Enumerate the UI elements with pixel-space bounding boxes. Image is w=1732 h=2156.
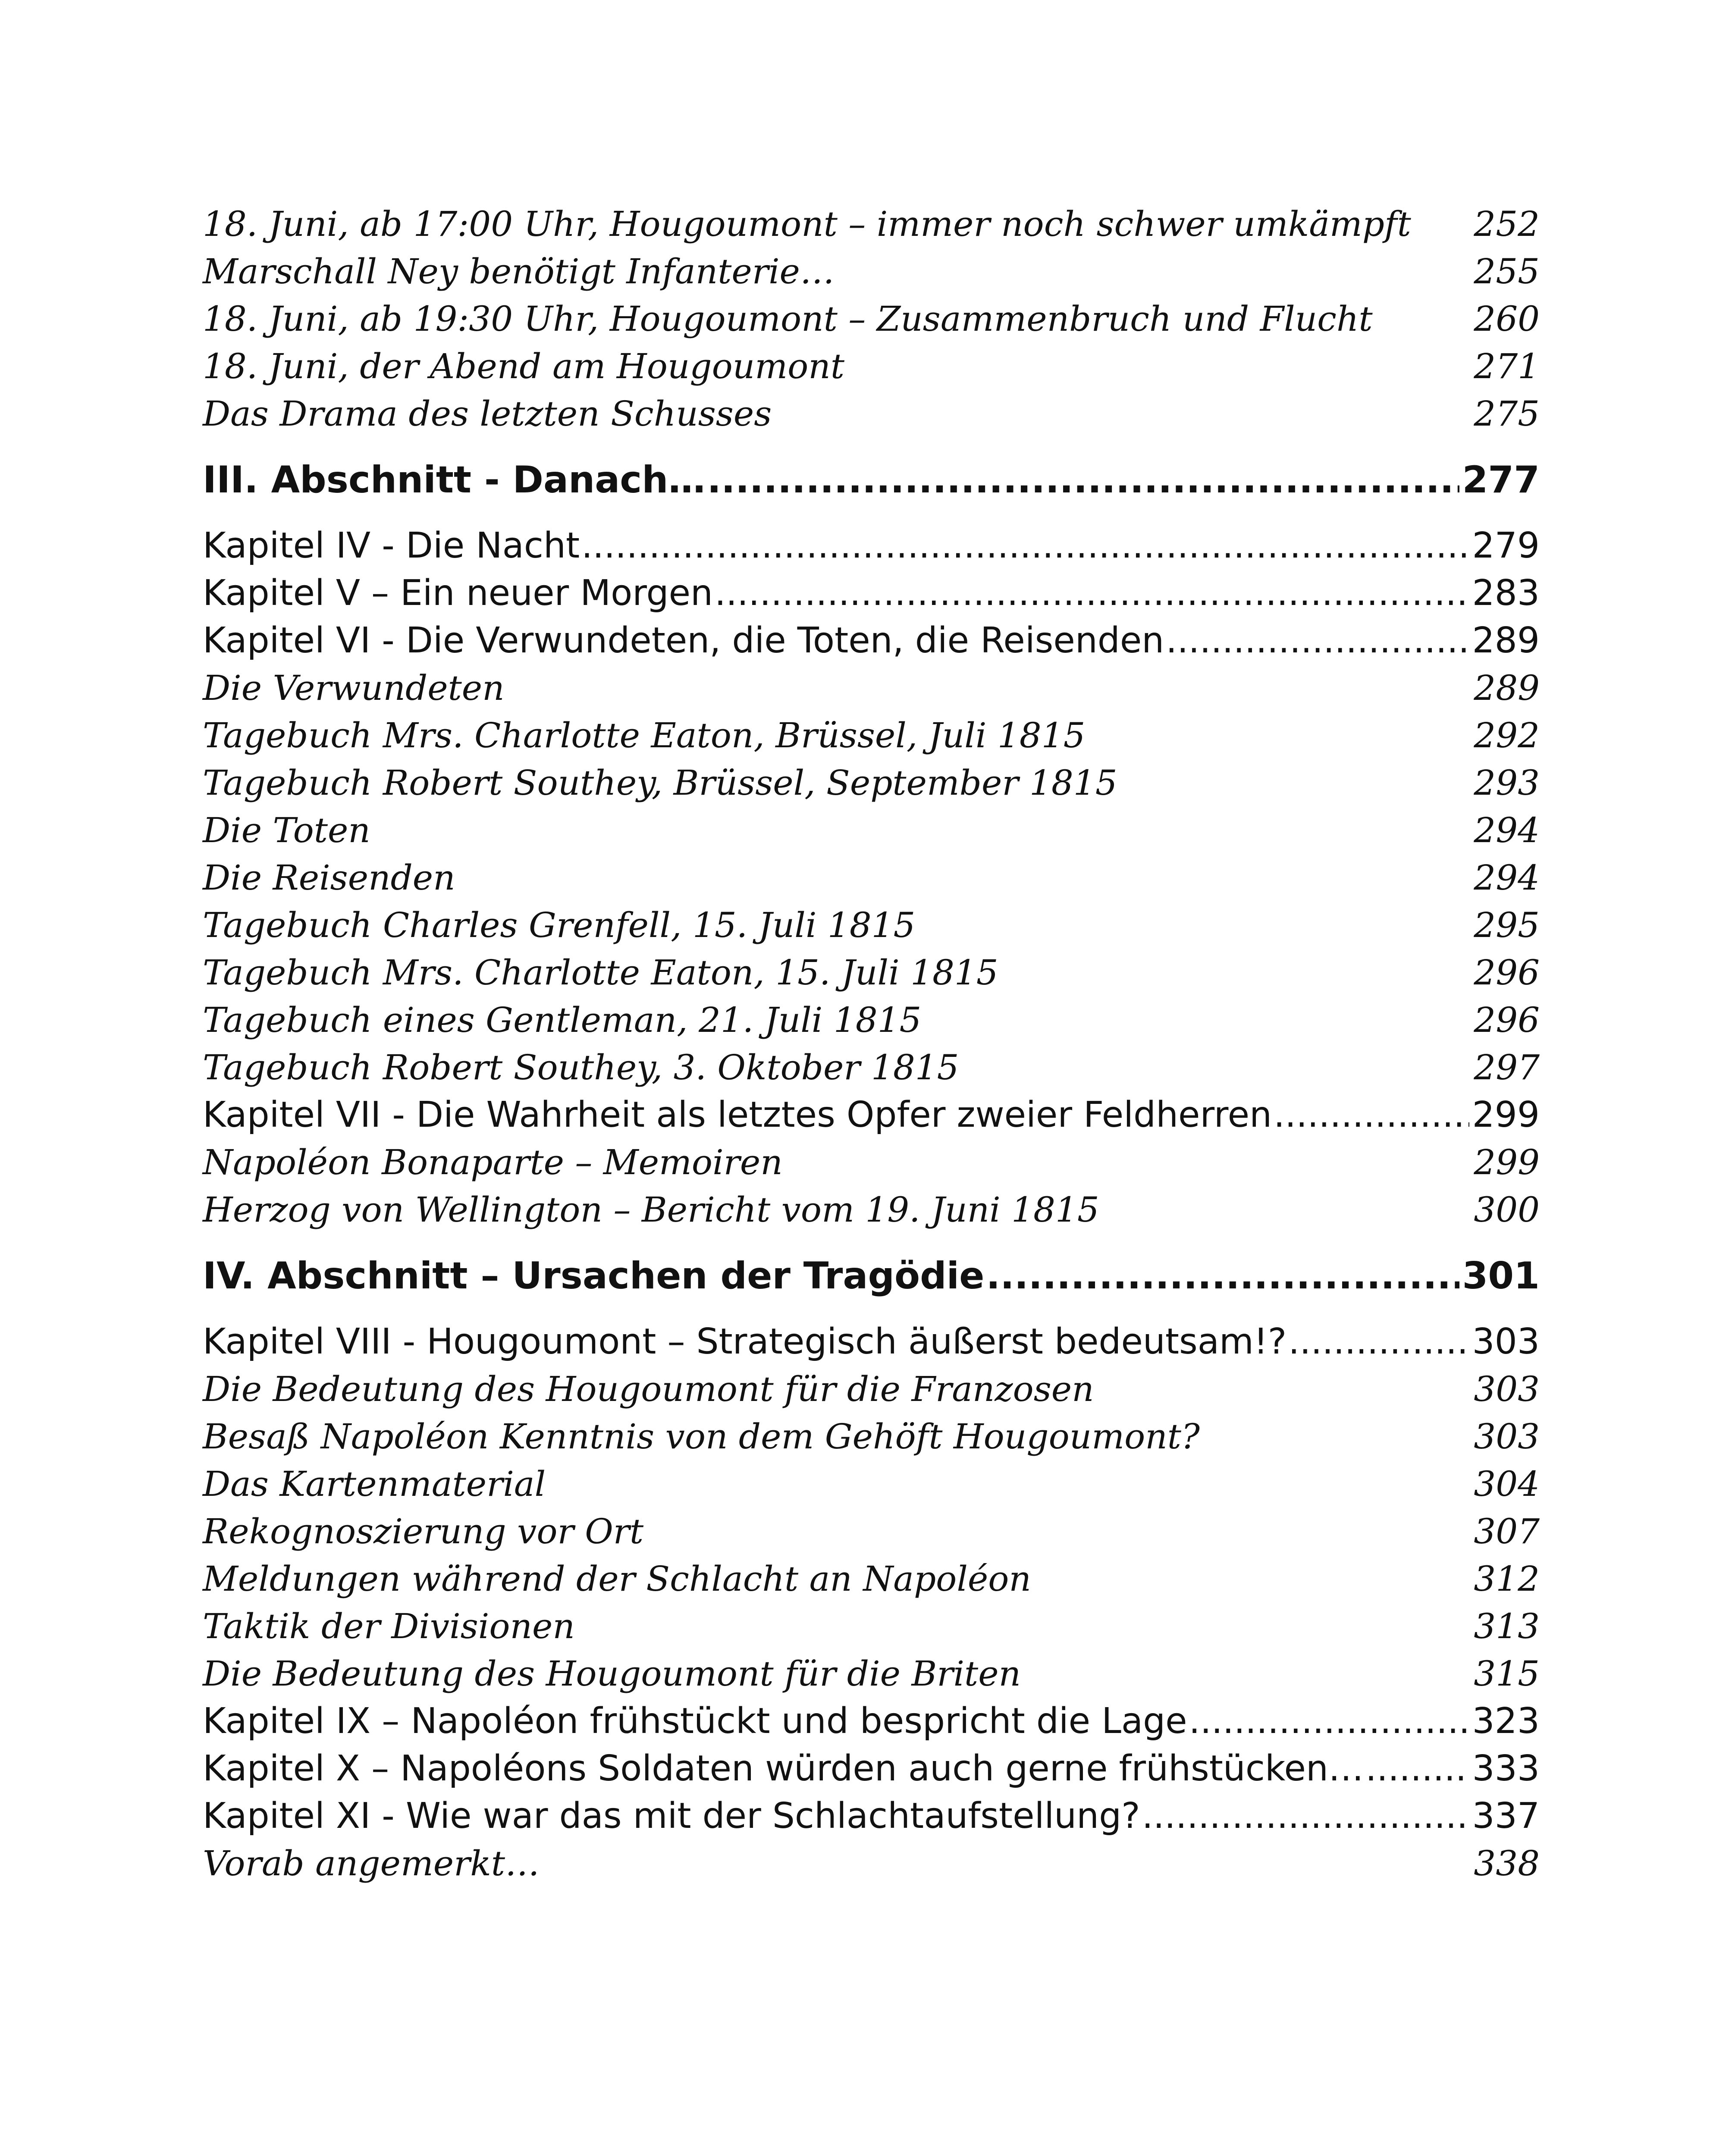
toc-section-heading	[203, 1246, 1540, 1306]
toc-entry-title: 18. Juni, ab 19:30 Uhr, Hougoumont – Zusammenbruch und Flucht	[203, 299, 1373, 339]
toc-page-number: 289	[1474, 668, 1540, 708]
toc-entry-title: Taktik der Divisionen	[203, 1606, 575, 1646]
toc-entry-title: Kapitel XI - Wie war das mit der Schlachtaufstellung?	[203, 1796, 1140, 1836]
toc-chapter-entry	[203, 1698, 1540, 1745]
toc-subentry	[203, 1840, 1540, 1887]
toc-page-number: 301	[1462, 1254, 1540, 1297]
toc-entry-title: Napoléon Bonaparte – Memoiren	[203, 1142, 783, 1182]
toc-dot-leader	[986, 1246, 1459, 1306]
toc-subentry	[203, 1186, 1540, 1234]
toc-entry-title: Vorab angemerkt…	[203, 1843, 540, 1883]
toc-entry-title: Meldungen während der Schlacht an Napoléon	[203, 1559, 1031, 1599]
toc-dot-leader	[1365, 1745, 1470, 1792]
toc-page-number: 299	[1472, 1094, 1540, 1135]
toc-subentry	[203, 201, 1540, 248]
toc-entry-title: Kapitel IX – Napoléon frühstückt und bespricht die Lage	[203, 1701, 1187, 1742]
toc-entry-title: Tagebuch eines Gentleman, 21. Juli 1815	[203, 1000, 922, 1040]
toc-subentry	[203, 1555, 1540, 1603]
toc-subentry	[203, 949, 1540, 997]
toc-subentry	[203, 1413, 1540, 1460]
toc-entry-title: Herzog von Wellington – Bericht vom 19. Juni 1815	[203, 1190, 1099, 1230]
toc-subentry	[203, 1508, 1540, 1555]
toc-page-number: 303	[1474, 1416, 1540, 1457]
toc-entry-title: Die Reisenden	[203, 858, 455, 898]
toc-page-number: 255	[1474, 251, 1540, 291]
table-of-contents	[203, 201, 1540, 1887]
toc-chapter-entry	[203, 1091, 1540, 1139]
toc-subentry	[203, 1603, 1540, 1650]
toc-chapter-entry	[203, 1792, 1540, 1840]
toc-chapter-entry	[203, 1318, 1540, 1366]
toc-dot-leader	[715, 570, 1469, 617]
toc-entry-title: Kapitel VII - Die Wahrheit als letztes Opfer zweier Feldherren	[203, 1094, 1272, 1135]
toc-page-number: 292	[1474, 715, 1540, 755]
toc-chapter-entry	[203, 1745, 1540, 1792]
toc-entry-title: Marschall Ney benötigt Infanterie…	[203, 251, 835, 291]
toc-chapter-entry	[203, 522, 1540, 570]
toc-subentry	[203, 1044, 1540, 1091]
toc-entry-title: Kapitel X – Napoléons Soldaten würden auch gerne frühstücken…	[203, 1748, 1364, 1789]
toc-page-number: 313	[1474, 1606, 1540, 1646]
toc-entry-title: Kapitel VIII - Hougoumont – Strategisch äußerst bedeutsam!?	[203, 1321, 1287, 1362]
toc-subentry	[203, 759, 1540, 807]
toc-entry-title: Das Drama des letzten Schusses	[203, 394, 772, 434]
toc-page-number: 303	[1472, 1321, 1540, 1362]
toc-page-number: 271	[1474, 346, 1540, 386]
toc-page-number: 289	[1472, 620, 1540, 661]
toc-page-number: 277	[1462, 458, 1540, 501]
toc-subentry	[203, 343, 1540, 390]
toc-subentry	[203, 1139, 1540, 1186]
toc-dot-leader	[1274, 1091, 1469, 1139]
toc-page-number: 338	[1474, 1843, 1540, 1883]
toc-entry-title: IV. Abschnitt – Ursachen der Tragödie	[203, 1254, 985, 1297]
toc-entry-title: Tagebuch Robert Southey, 3. Oktober 1815	[203, 1047, 959, 1087]
toc-page-number: 337	[1472, 1796, 1540, 1836]
toc-subentry	[203, 248, 1540, 295]
toc-page-number: 294	[1474, 858, 1540, 898]
toc-entry-title: Tagebuch Charles Grenfell, 15. Juli 1815	[203, 905, 916, 945]
toc-subentry	[203, 295, 1540, 343]
toc-entry-title: Die Verwundeten	[203, 668, 505, 708]
toc-subentry	[203, 997, 1540, 1044]
toc-page-number: 307	[1474, 1511, 1540, 1551]
toc-entry-title: Die Bedeutung des Hougoumont für die Franzosen	[203, 1369, 1094, 1409]
toc-page-number: 303	[1474, 1369, 1540, 1409]
toc-page-number: 299	[1474, 1142, 1540, 1182]
toc-entry-title: Tagebuch Robert Southey, Brüssel, September 1815	[203, 763, 1117, 803]
toc-entry-title: Kapitel V – Ein neuer Morgen	[203, 573, 713, 614]
toc-page-number: 295	[1474, 905, 1540, 945]
toc-page-number: 252	[1474, 204, 1540, 244]
toc-section-heading	[203, 450, 1540, 510]
toc-entry-title: III. Abschnitt - Danach…	[203, 458, 706, 501]
toc-subentry	[203, 854, 1540, 902]
toc-page-number: 323	[1472, 1701, 1540, 1742]
toc-page-number: 294	[1474, 810, 1540, 850]
toc-entry-title: Tagebuch Mrs. Charlotte Eaton, 15. Juli 1815	[203, 953, 998, 993]
toc-entry-title: Besaß Napoléon Kenntnis von dem Gehöft Hougoumont?	[203, 1416, 1200, 1457]
toc-page-number: 275	[1474, 394, 1540, 434]
toc-subentry	[203, 712, 1540, 759]
toc-page-number: 297	[1474, 1047, 1540, 1087]
toc-page-number: 300	[1474, 1190, 1540, 1230]
toc-page-number: 293	[1474, 763, 1540, 803]
toc-dot-leader	[1166, 617, 1469, 664]
toc-entry-title: Kapitel VI - Die Verwundeten, die Toten, die Reisenden	[203, 620, 1164, 661]
toc-page-number: 296	[1474, 1000, 1540, 1040]
toc-entry-title: Tagebuch Mrs. Charlotte Eaton, Brüssel, Juli 1815	[203, 715, 1086, 755]
toc-entry-title: Kapitel IV - Die Nacht	[203, 525, 580, 566]
toc-subentry	[203, 807, 1540, 854]
toc-page-number: 333	[1472, 1748, 1540, 1789]
toc-page-number: 283	[1472, 573, 1540, 614]
toc-subentry	[203, 1366, 1540, 1413]
toc-entry-title: 18. Juni, ab 17:00 Uhr, Hougoumont – immer noch schwer umkämpft	[203, 204, 1411, 244]
toc-entry-title: Die Toten	[203, 810, 370, 850]
toc-dot-leader	[1189, 1698, 1470, 1745]
toc-entry-title: Die Bedeutung des Hougoumont für die Briten	[203, 1654, 1021, 1694]
toc-page-number: 260	[1474, 299, 1540, 339]
toc-chapter-entry	[203, 617, 1540, 664]
toc-page-number: 312	[1474, 1559, 1540, 1599]
toc-page-number: 304	[1474, 1464, 1540, 1504]
toc-subentry	[203, 902, 1540, 949]
toc-dot-leader	[1142, 1792, 1470, 1840]
toc-page-number: 296	[1474, 953, 1540, 993]
toc-subentry	[203, 664, 1540, 712]
toc-subentry	[203, 390, 1540, 438]
toc-subentry	[203, 1650, 1540, 1698]
toc-dot-leader	[707, 450, 1460, 510]
toc-page-number: 315	[1474, 1654, 1540, 1694]
toc-subentry	[203, 1460, 1540, 1508]
toc-chapter-entry	[203, 570, 1540, 617]
toc-entry-title: Das Kartenmaterial	[203, 1464, 546, 1504]
toc-dot-leader	[1288, 1318, 1469, 1366]
toc-page-number: 279	[1472, 525, 1540, 566]
toc-entry-title: 18. Juni, der Abend am Hougoumont	[203, 346, 844, 386]
toc-entry-title: Rekognoszierung vor Ort	[203, 1511, 644, 1551]
toc-dot-leader	[581, 522, 1469, 570]
